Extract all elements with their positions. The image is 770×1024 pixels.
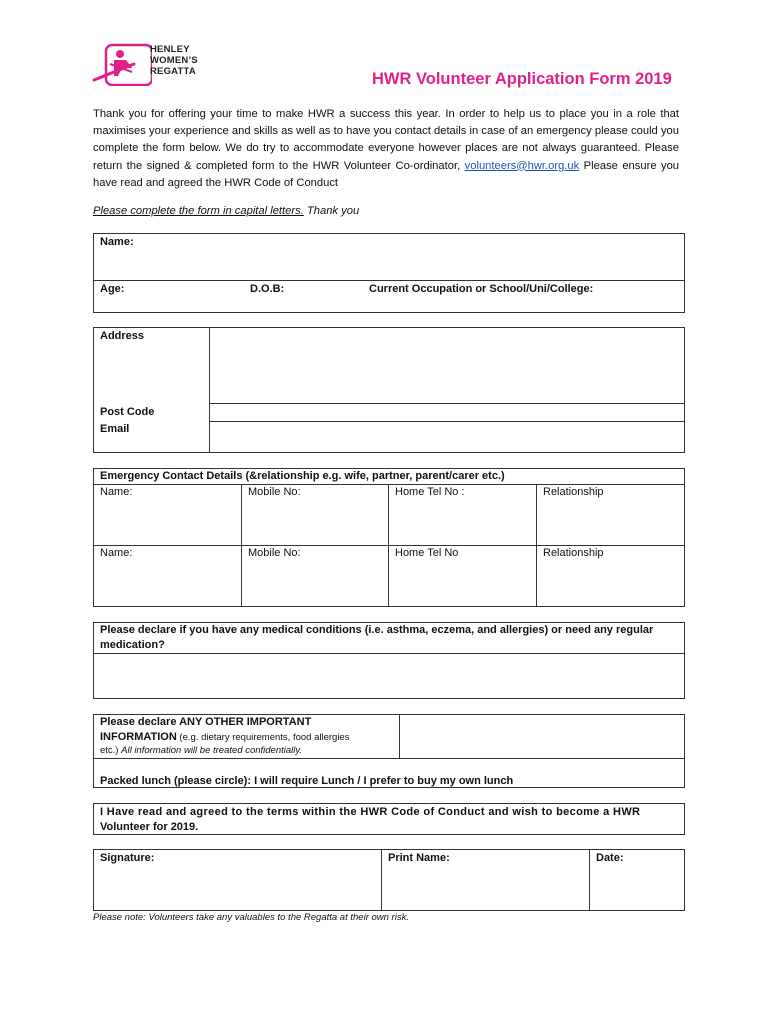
other-info-line1: Please declare ANY OTHER IMPORTANT: [100, 716, 312, 728]
age-label: Age:: [100, 283, 125, 295]
email-field[interactable]: [210, 422, 684, 452]
instruction-rest: Thank you: [303, 205, 360, 217]
agreement-line2: Volunteer for 2019.: [100, 821, 199, 833]
address-label: Address: [100, 330, 145, 342]
ec2-mobile-field[interactable]: [242, 561, 387, 606]
ec1-mobile-label: Mobile No:: [248, 486, 301, 498]
valuables-note: Please note: Volunteers take any valuables to the Regatta at their own risk.: [93, 912, 409, 923]
ec1-relationship-label: Relationship: [543, 486, 604, 498]
signature-field[interactable]: [94, 866, 380, 910]
age-dob-occupation-field[interactable]: [94, 297, 684, 312]
name-label: Name:: [100, 236, 134, 248]
ec1-hometel-label: Home Tel No :: [395, 486, 465, 498]
name-field[interactable]: [94, 250, 684, 279]
hwr-logo: [92, 42, 212, 88]
ec2-relationship-field[interactable]: [537, 561, 684, 606]
other-info-etc: etc.): [100, 745, 122, 756]
dob-label: D.O.B:: [250, 283, 285, 295]
email-label: Email: [100, 423, 130, 435]
date-field[interactable]: [590, 866, 684, 910]
ec1-mobile-field[interactable]: [242, 500, 387, 544]
other-info-examples: (e.g. dietary requirements, food allergies: [176, 732, 350, 743]
agreement-line1: I Have read and agreed to the terms within the HWR Code of Conduct and wish to become a HWR: [100, 806, 641, 818]
instruction-underlined: Please complete the form in capital letters.: [93, 205, 304, 217]
ec2-relationship-label: Relationship: [543, 547, 604, 559]
ec1-hometel-field[interactable]: [389, 500, 535, 544]
rower-logo-icon: [92, 42, 152, 86]
ec2-name-field[interactable]: [94, 561, 240, 606]
medical-question-line1: Please declare if you have any medical conditions (i.e. asthma, eczema, and allergies) or need any regular: [100, 624, 654, 636]
address-field[interactable]: [210, 328, 684, 402]
intro-text-after: Please ensure you have read and agreed the HWR Code of Conduct: [93, 159, 680, 189]
signature-label: Signature:: [100, 852, 155, 864]
packed-lunch-label[interactable]: Packed lunch (please circle): I will require Lunch / I prefer to buy my own lunch: [100, 775, 514, 787]
logo-wordmark: HENLEY WOMEN’S REGATTA: [150, 44, 198, 77]
print-name-field[interactable]: [382, 866, 588, 910]
other-info-line3: [100, 745, 302, 756]
intro-paragraph: [93, 106, 679, 192]
intro-text: Thank you for offering your time to make HWR a success this year. In order to help us to place you in a role that maximises your experience and skills as well as to have you contact details in case of an emergency please could you complete the form below. We do try to accommodate everyone however places are not always guaranteed. Please return the signed & completed form to the HWR Volunteer Co-ordinator,: [93, 108, 679, 172]
confidential-note: All information will be treated confidentially.: [121, 745, 303, 756]
other-info-bold: INFORMATION: [100, 731, 177, 743]
emergency-header: Emergency Contact Details (&relationship e.g. wife, partner, parent/carer etc.): [100, 470, 505, 482]
ec2-hometel-field[interactable]: [389, 561, 535, 606]
ec2-mobile-label: Mobile No:: [248, 547, 301, 559]
postcode-label: Post Code: [100, 406, 155, 418]
ec2-name-label: Name:: [100, 547, 133, 559]
print-name-label: Print Name:: [388, 852, 450, 864]
date-label: Date:: [596, 852, 624, 864]
ec2-hometel-label: Home Tel No: [395, 547, 459, 559]
medical-field[interactable]: [94, 654, 684, 698]
ec1-name-field[interactable]: [94, 500, 240, 544]
form-instruction: [93, 205, 359, 217]
occupation-label: Current Occupation or School/Uni/College:: [369, 283, 594, 295]
medical-question-line2: medication?: [100, 639, 165, 651]
ec1-relationship-field[interactable]: [537, 500, 684, 544]
form-title: HWR Volunteer Application Form 2019: [372, 70, 672, 88]
ec1-name-label: Name:: [100, 486, 133, 498]
other-info-line2: [100, 731, 349, 743]
postcode-field[interactable]: [210, 404, 684, 420]
volunteer-email-link[interactable]: volunteers@hwr.org.uk: [464, 159, 580, 172]
other-info-field[interactable]: [400, 715, 684, 757]
